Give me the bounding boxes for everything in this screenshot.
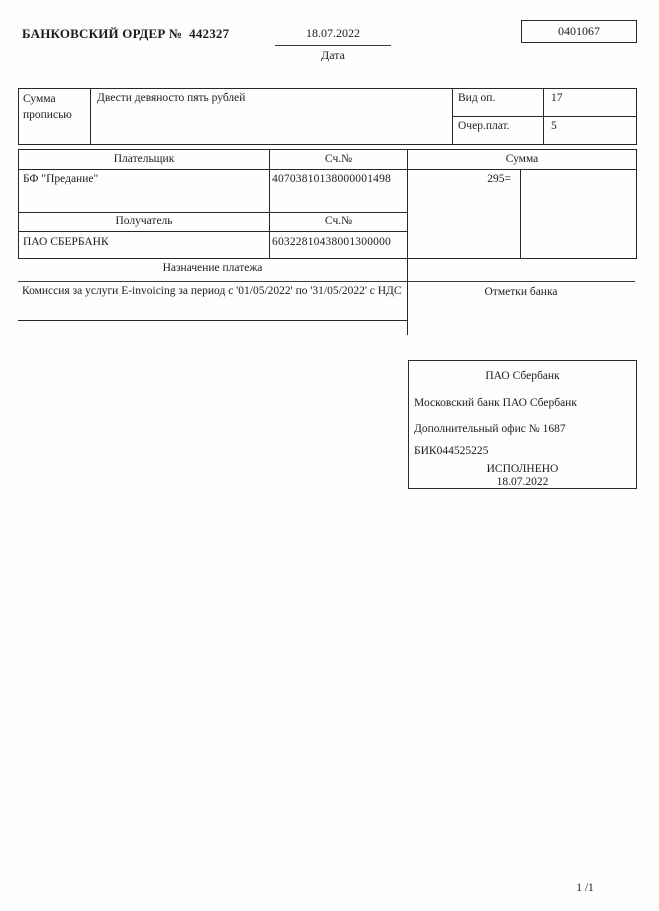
purpose-bottom-divider [18,320,407,321]
payment-purpose-section [18,258,635,335]
amount-words-table [18,88,637,145]
payment-purpose-header: Назначение платежа [162,262,263,274]
payer-account-header: Сч.№ [270,150,408,170]
payee-account-number: 60322810438001300000 [270,232,408,258]
bank-marks-label: Отметки банка [484,286,558,298]
amount-in-words-value: Двести девяносто пять рублей [91,89,453,144]
payment-priority-label: Очер.плат. [453,117,544,144]
sum-header: Сумма [408,150,636,170]
operation-type-value: 17 [544,89,636,117]
sum-empty-cell [521,170,636,258]
stamp-bank-name: ПАО Сбербанк [485,370,560,382]
payer-name: БФ "Предание" [19,170,270,213]
parties-table [18,149,637,259]
document-title: БАНКОВСКИЙ ОРДЕР № 442327 [22,26,230,41]
payee-account-header: Сч.№ [270,213,408,232]
operation-type-label: Вид оп. [453,89,544,117]
payee-name: ПАО СБЕРБАНК [19,232,270,258]
payment-purpose-text: Комиссия за услуги E-invoicing за период с '01/05/2022' по '31/05/2022' с НДС [22,285,402,297]
page-number: 1 /1 [576,882,594,894]
purpose-header-divider [18,281,635,282]
payee-header: Получатель [19,213,270,232]
bank-stamp-box [408,360,637,489]
order-date-value: 18.07.2022 [275,26,391,46]
payer-account-number: 40703810138000001498 [270,170,408,213]
sum-value: 295= [408,170,521,258]
payment-priority-value: 5 [551,120,557,132]
stamp-status-date: 18.07.2022 [496,476,549,488]
stamp-status: ИСПОЛНЕНО [486,463,559,475]
stamp-office: Дополнительный офис № 1687 [414,423,566,435]
stamp-bik: БИК044525225 [414,445,489,457]
payer-header: Плательщик [19,150,270,170]
form-code-box: 0401067 [521,20,637,43]
order-date-label: Дата [321,48,345,62]
amount-in-words-label: Сумма прописью [19,89,91,144]
stamp-branch: Московский банк ПАО Сбербанк [414,397,577,409]
